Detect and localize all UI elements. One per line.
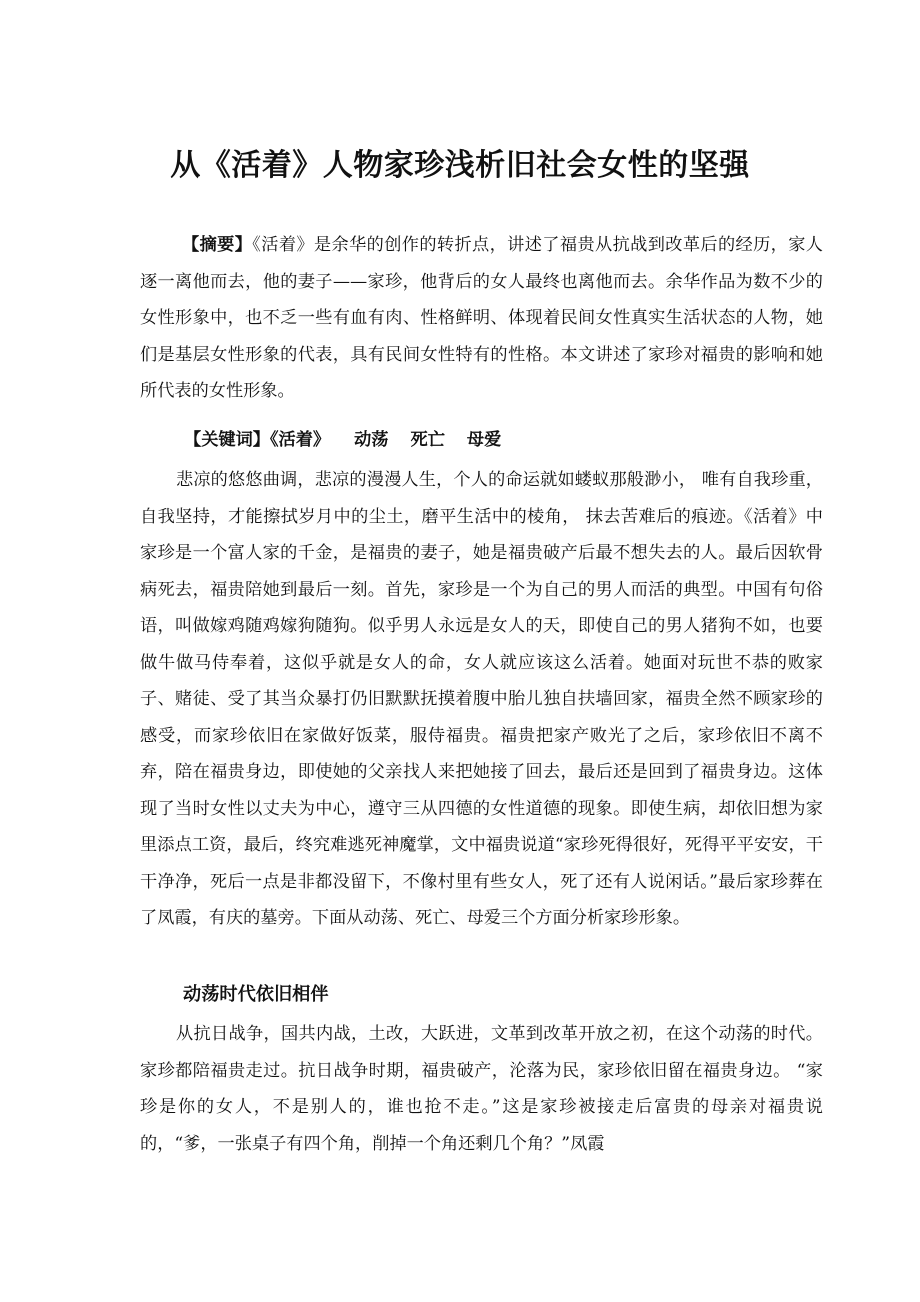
abstract-paragraph — [140, 227, 823, 410]
keyword-item: 《活着》 — [269, 430, 331, 450]
document-title: 从《活着》人物家珍浅析旧社会女性的坚强 — [170, 148, 750, 183]
keywords-line — [184, 422, 824, 459]
abstract-label: 【摘要】 — [182, 235, 253, 255]
intro-paragraph: 悲凉的悠悠曲调，悲凉的漫漫人生，个人的命运就如蝼蚁那般渺小， 唯有自我珍重，自我坚持，才能擦拭岁月中的尘土，磨平生活中的棱角， 抹去苦难后的痕迹。《活着》中家珍是一个富人家的千金，是福贵的妻子，她是福贵破产后最不想失去的人。最后因软骨病死去，福贵陪她到最后一刻。首先，家珍是一个为自己的男人而活的典型。中国有句俗语，叫做嫁鸡随鸡嫁狗随狗。似乎男人永远是女人的天，即使自己的男人猪狗不如，也要做牛做马侍奉着，这似乎就是女人的命，女人就应该这么活着。她面对玩世不恭的败家子、赌徒、受了其当众暴打仍旧默默抚摸着腹中胎儿独自扶墙回家，福贵全然不顾家珍的感受，而家珍依旧在家做好饭菜，服侍福贵。福贵把家产败光了之后，家珍依旧不离不弃，陪在福贵身边，即使她的父亲找人来把她接了回去，最后还是回到了福贵身边。这体现了当时女性以丈夫为中心，遵守三从四德的女性道德的现象。即使生病，却依旧想为家里添点工资，最后，终究难逃死神魔掌，文中福贵说道“家珍死得很好，死得平平安安，干干净净，死后一点是非都没留下，不像村里有些女人，死了还有人说闲话。”最后家珍葬在了凤霞，有庆的墓旁。下面从动荡、死亡、母爱三个方面分析家珍形象。 — [140, 470, 823, 928]
keyword-item: 死亡 — [410, 430, 445, 450]
keywords-label: 【关键词】 — [184, 430, 270, 450]
keyword-item: 动荡 — [354, 430, 389, 450]
section-heading: 动荡时代依旧相伴 — [183, 984, 329, 1005]
keyword-item: 母爱 — [466, 430, 502, 450]
abstract-text: 《活着》是余华的创作的转折点，讲述了福贵从抗战到改革后的经历，家人逐一离他而去，他的妻子——家珍，他背后的女人最终也离他而去。余华作品为数不少的女性形象中，也不乏一些有血有肉、性格鲜明、体现着民间女性真实生活状态的人物，她们是基层女性形象的代表，具有民间女性特有的性格。本文讲述了家珍对福贵的影响和她所代表的女性形象。 — [140, 235, 823, 401]
section-paragraph: 从抗日战争，国共内战，土改，大跃进，文革到改革开放之初，在这个动荡的时代。家珍都陪福贵走过。抗日战争时期，福贵破产，沦落为民，家珍依旧留在福贵身边。 “家珍是你的女人，不是别人的，谁也抢不走。”这是家珍被接走后富贵的母亲对福贵说的，“爹，一张桌子有四个角，削掉一个角还剩几个角？”凤霞 — [140, 1024, 823, 1154]
